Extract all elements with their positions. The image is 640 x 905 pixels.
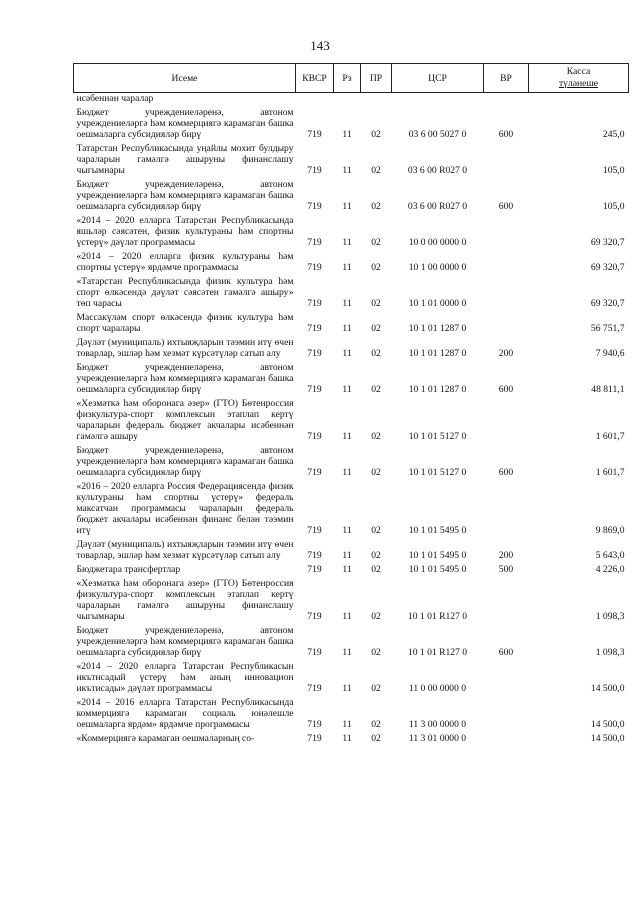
table-row bbox=[74, 539, 629, 564]
cell-kvsr: 719 bbox=[307, 550, 322, 561]
cell-vr bbox=[484, 251, 529, 276]
header-name: Исеме bbox=[74, 64, 296, 93]
cell-csr bbox=[392, 93, 484, 108]
cell-csr: 10 1 00 0000 0 bbox=[408, 262, 467, 273]
cell-rz: 11 bbox=[342, 611, 352, 622]
table-row bbox=[74, 578, 629, 625]
cell-sum: 69 320,7 bbox=[590, 262, 625, 273]
cell-sum: 14 500,0 bbox=[590, 719, 625, 730]
table-row bbox=[74, 733, 629, 747]
cell-kvsr: 719 bbox=[307, 719, 322, 730]
table-row bbox=[74, 661, 629, 697]
cell-csr: 10 1 01 1287 0 bbox=[408, 323, 467, 334]
cell-kvsr: 719 bbox=[307, 733, 322, 744]
cell-csr: 10 1 01 1287 0 bbox=[408, 384, 467, 395]
cell-name: «2016 – 2020 елларга Россия Федерациясендә физик культураны һәм спортны үстерү» федераль максатчан программасы чараларын федераль бюджет акчалары исәбеннән финанс белән тәэмин итү bbox=[76, 481, 294, 536]
cell-name: «Коммерциягә карамаган оешмаларның со- bbox=[76, 733, 255, 744]
cell-sum: 1 098,3 bbox=[595, 611, 625, 622]
cell-vr: 600 bbox=[498, 129, 514, 140]
cell-kvsr: 719 bbox=[307, 262, 322, 273]
cell-sum: 4 226,0 bbox=[595, 564, 625, 575]
cell-kvsr: 719 bbox=[307, 384, 322, 395]
cell-pr: 02 bbox=[371, 719, 381, 730]
cell-sum: 105,0 bbox=[602, 201, 625, 212]
cell-sum: 69 320,7 bbox=[590, 237, 625, 248]
cell-name: «Хезмәткә һәм оборонага әзер» (ГТО) Бөтенроссия физкультура-спорт комплексын этаплап кертү чараларын гамәлгә ашыруны финанслашу чыгымнары bbox=[76, 578, 294, 622]
table-body bbox=[74, 93, 629, 748]
cell-rz: 11 bbox=[342, 237, 352, 248]
cell-kvsr bbox=[296, 93, 334, 108]
cell-rz: 11 bbox=[342, 683, 352, 694]
cell-sum: 1 601,7 bbox=[595, 467, 625, 478]
cell-rz: 11 bbox=[342, 298, 352, 309]
cell-vr bbox=[484, 215, 529, 251]
cell-kvsr: 719 bbox=[307, 564, 322, 575]
header-pr: ПР bbox=[361, 64, 392, 93]
cell-rz: 11 bbox=[342, 165, 352, 176]
cell-vr bbox=[484, 578, 529, 625]
cell-name: Бюджет учреждениеләренә, автоном учреждениеләргә һәм коммерциягә карамаган башка оешмаларга субсидияләр бирү bbox=[76, 362, 294, 395]
cell-csr: 10 1 01 0000 0 bbox=[408, 298, 467, 309]
cell-sum: 7 940,6 bbox=[595, 348, 625, 359]
table-row bbox=[74, 697, 629, 733]
cell-sum: 48 811,1 bbox=[591, 384, 625, 395]
table-row bbox=[74, 215, 629, 251]
cell-pr: 02 bbox=[371, 201, 381, 212]
cell-vr: 600 bbox=[498, 647, 514, 658]
table-row bbox=[74, 143, 629, 179]
cell-sum: 14 500,0 bbox=[590, 683, 625, 694]
cell-rz: 11 bbox=[342, 733, 352, 744]
cell-name: «2014 – 2020 елларга физик культураны һәм спортны үстерү» ярдәмче программасы bbox=[76, 251, 294, 273]
table-row bbox=[74, 445, 629, 481]
cell-pr: 02 bbox=[371, 467, 381, 478]
cell-name: «2014 – 2020 елларга Татарстан Республикасын икътисадый үстерү һәм аның инновацион икътисады» дәүләт программасы bbox=[76, 661, 294, 694]
cell-pr: 02 bbox=[371, 525, 381, 536]
cell-vr bbox=[484, 312, 529, 337]
cell-pr: 02 bbox=[371, 129, 381, 140]
table-row bbox=[74, 107, 629, 143]
cell-sum: 105,0 bbox=[602, 165, 625, 176]
cell-name: Бюджет учреждениеләренә, автоном учреждениеләргә һәм коммерциягә карамаган башка оешмаларга субсидияләр бирү bbox=[76, 179, 294, 212]
cell-kvsr: 719 bbox=[307, 298, 322, 309]
cell-csr: 10 1 01 R127 0 bbox=[407, 647, 468, 658]
cell-rz: 11 bbox=[342, 647, 352, 658]
cell-csr: 03 6 00 5027 0 bbox=[408, 129, 467, 140]
cell-csr: 10 1 01 1287 0 bbox=[408, 348, 467, 359]
cell-name: Татарстан Республикасында уңайлы мохит булдыру чараларын гамәлгә ашыруны финанслашу чыгымнары bbox=[76, 143, 294, 176]
cell-csr: 10 1 01 5127 0 bbox=[408, 467, 467, 478]
cell-name: Дәүләт (муниципаль) ихтыяҗларын тәэмин итү өчен товарлар, эшләр һәм хезмәт күрсәтүләр сатып алу bbox=[76, 337, 294, 359]
cell-csr: 03 6 00 R027 0 bbox=[407, 201, 468, 212]
cell-rz: 11 bbox=[342, 719, 352, 730]
cell-rz: 11 bbox=[342, 564, 352, 575]
cell-pr: 02 bbox=[371, 323, 381, 334]
table-row bbox=[74, 481, 629, 539]
cell-kvsr: 719 bbox=[307, 165, 322, 176]
cell-rz: 11 bbox=[342, 201, 352, 212]
cell-pr: 02 bbox=[371, 431, 381, 442]
cell-vr bbox=[484, 398, 529, 445]
table-row bbox=[74, 276, 629, 312]
cell-name: Бюджет учреждениеләренә, автоном учреждениеләргә һәм коммерциягә карамаган башка оешмаларга субсидияләр бирү bbox=[76, 625, 294, 658]
page-number: 143 bbox=[310, 38, 330, 53]
cell-name: «Татарстан Республикасында физик культура һәм спорт өлкәсендә дәүләт сәясәтен гамәлгә ашыру» төп чарасы bbox=[76, 276, 294, 309]
cell-sum: 56 751,7 bbox=[590, 323, 625, 334]
cell-vr bbox=[484, 697, 529, 733]
cell-vr: 600 bbox=[498, 467, 514, 478]
cell-pr: 02 bbox=[371, 348, 381, 359]
cell-pr: 02 bbox=[371, 611, 381, 622]
cell-csr: 10 1 01 R127 0 bbox=[407, 611, 468, 622]
cell-vr bbox=[484, 93, 529, 108]
cell-name: Массакүләм спорт өлкәсендә физик культура һәм спорт чаралары bbox=[76, 312, 294, 334]
cell-kvsr: 719 bbox=[307, 525, 322, 536]
cell-name: «2014 – 2020 елларга Татарстан Республикасында яшьләр сәясәтен, физик культураны һәм спортны үстерү» дәүләт программасы bbox=[76, 215, 294, 248]
cell-kvsr: 719 bbox=[307, 431, 322, 442]
budget-table bbox=[73, 63, 629, 747]
table-row bbox=[74, 179, 629, 215]
cell-kvsr: 719 bbox=[307, 683, 322, 694]
cell-vr bbox=[484, 143, 529, 179]
cell-kvsr: 719 bbox=[307, 129, 322, 140]
cell-rz: 11 bbox=[342, 431, 352, 442]
cell-rz bbox=[334, 93, 361, 108]
cell-sum: 69 320,7 bbox=[590, 298, 625, 309]
cell-vr: 500 bbox=[498, 564, 514, 575]
cell-vr bbox=[484, 276, 529, 312]
cell-rz: 11 bbox=[342, 384, 352, 395]
cell-name: Бюджетара трансфертлар bbox=[76, 564, 181, 575]
cell-vr bbox=[484, 481, 529, 539]
table-row bbox=[74, 93, 629, 108]
cell-pr: 02 bbox=[371, 564, 381, 575]
cell-csr: 10 0 00 0000 0 bbox=[408, 237, 467, 248]
cell-name: Дәүләт (муниципаль) ихтыяҗларын тәэмин итү өчен товарлар, эшләр һәм хезмәт күрсәтүләр сатып алу bbox=[76, 539, 294, 561]
cell-pr: 02 bbox=[371, 550, 381, 561]
table-row bbox=[74, 564, 629, 578]
cell-csr: 10 1 01 5495 0 bbox=[408, 525, 467, 536]
cell-csr: 03 6 00 R027 0 bbox=[407, 165, 468, 176]
cell-kvsr: 719 bbox=[307, 647, 322, 658]
cell-vr bbox=[484, 661, 529, 697]
cell-vr bbox=[484, 733, 529, 747]
cell-vr: 600 bbox=[498, 201, 514, 212]
cell-rz: 11 bbox=[342, 323, 352, 334]
header-csr: ЦСР bbox=[392, 64, 484, 93]
cell-pr: 02 bbox=[371, 384, 381, 395]
table-row bbox=[74, 312, 629, 337]
cell-name: исәбеннән чаралар bbox=[76, 93, 154, 104]
cell-kvsr: 719 bbox=[307, 237, 322, 248]
cell-csr: 10 1 01 5495 0 bbox=[408, 564, 467, 575]
cell-name: Бюджет учреждениеләренә, автоном учреждениеләргә һәм коммерциягә карамаган башка оешмаларга субсидияләр бирү bbox=[76, 107, 294, 140]
cell-sum bbox=[529, 93, 629, 108]
cell-csr: 11 3 00 0000 0 bbox=[408, 719, 467, 730]
header-sum-top: Касса bbox=[566, 66, 591, 77]
table-header bbox=[74, 64, 629, 93]
cell-rz: 11 bbox=[342, 129, 352, 140]
cell-rz: 11 bbox=[342, 262, 352, 273]
table-row bbox=[74, 398, 629, 445]
table-row bbox=[74, 362, 629, 398]
cell-csr: 10 1 01 5495 0 bbox=[408, 550, 467, 561]
cell-rz: 11 bbox=[342, 550, 352, 561]
table-row bbox=[74, 251, 629, 276]
cell-pr: 02 bbox=[371, 165, 381, 176]
header-vr: ВР bbox=[484, 64, 529, 93]
cell-rz: 11 bbox=[342, 525, 352, 536]
cell-kvsr: 719 bbox=[307, 323, 322, 334]
cell-sum: 245,0 bbox=[602, 129, 625, 140]
cell-csr: 11 3 01 0000 0 bbox=[408, 733, 467, 744]
cell-csr: 10 1 01 5127 0 bbox=[408, 431, 467, 442]
cell-sum: 1 098,3 bbox=[595, 647, 625, 658]
cell-rz: 11 bbox=[342, 467, 352, 478]
cell-name: «2014 – 2016 елларга Татарстан Республикасында коммерциягә карамаган социаль юнәлешле оешмаларга ярдәм» ярдәмче программасы bbox=[76, 697, 294, 730]
cell-kvsr: 719 bbox=[307, 611, 322, 622]
header-sum bbox=[529, 64, 629, 93]
cell-pr: 02 bbox=[371, 298, 381, 309]
cell-kvsr: 719 bbox=[307, 201, 322, 212]
table-row bbox=[74, 625, 629, 661]
cell-sum: 9 869,0 bbox=[595, 525, 625, 536]
header-rz: Рз bbox=[334, 64, 361, 93]
cell-sum: 14 500,0 bbox=[590, 733, 625, 744]
header-sum-bottom: түләнеше bbox=[558, 78, 599, 89]
cell-rz: 11 bbox=[342, 348, 352, 359]
cell-csr: 11 0 00 0000 0 bbox=[408, 683, 467, 694]
cell-pr: 02 bbox=[371, 262, 381, 273]
cell-pr bbox=[361, 93, 392, 108]
cell-sum: 1 601,7 bbox=[595, 431, 625, 442]
header-kvsr: КВСР bbox=[296, 64, 334, 93]
cell-vr: 200 bbox=[498, 550, 514, 561]
cell-pr: 02 bbox=[371, 733, 381, 744]
cell-vr: 600 bbox=[498, 384, 514, 395]
cell-kvsr: 719 bbox=[307, 467, 322, 478]
cell-pr: 02 bbox=[371, 683, 381, 694]
cell-sum: 5 643,0 bbox=[595, 550, 625, 561]
cell-kvsr: 719 bbox=[307, 348, 322, 359]
cell-vr: 200 bbox=[498, 348, 514, 359]
table-row bbox=[74, 337, 629, 362]
cell-name: Бюджет учреждениеләренә, автоном учреждениеләргә һәм коммерциягә карамаган башка оешмаларга субсидияләр бирү bbox=[76, 445, 294, 478]
cell-name: «Хезмәткә һәм оборонага әзер» (ГТО) Бөтенроссия физкультура-спорт комплексын этаплап кертү чараларын федераль бюджет акчалары исәбеннән гамәлгә ашыру bbox=[76, 398, 294, 442]
cell-pr: 02 bbox=[371, 647, 381, 658]
cell-pr: 02 bbox=[371, 237, 381, 248]
